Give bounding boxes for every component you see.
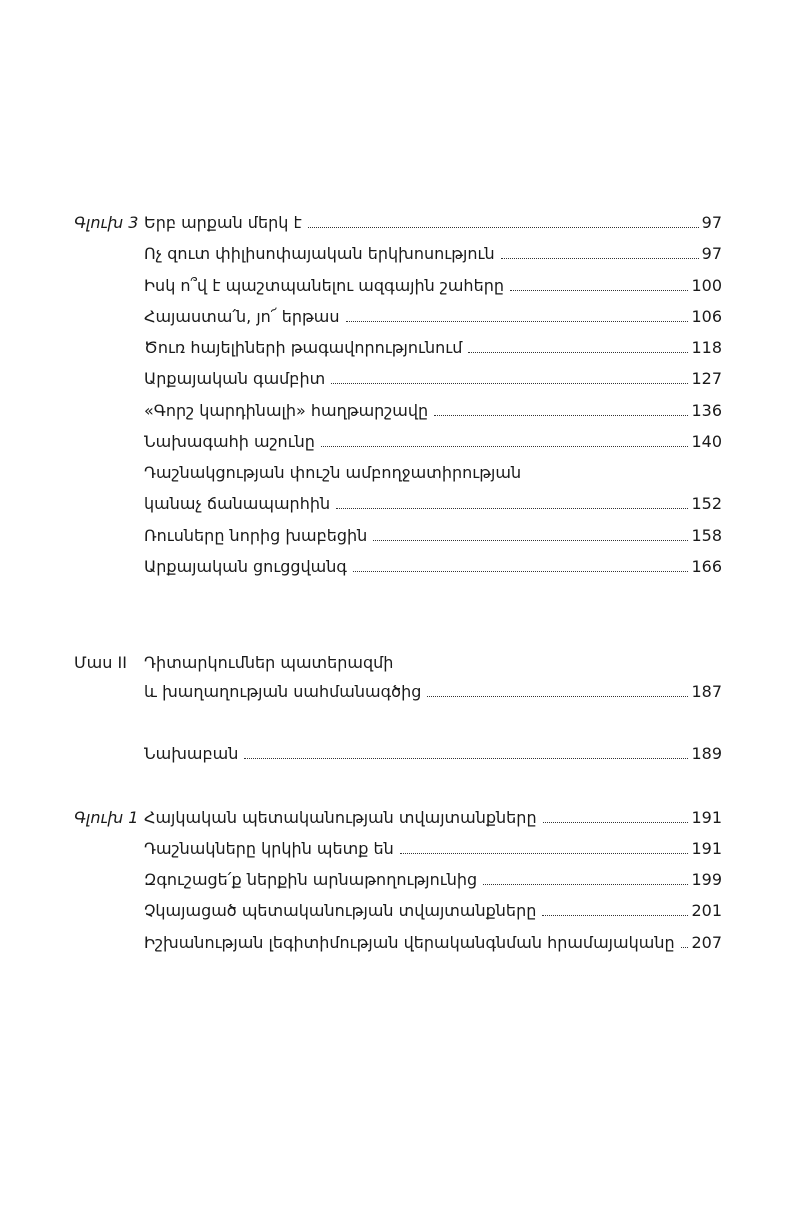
dot-leader (400, 852, 689, 854)
part-2-title-line-1[interactable] (144, 649, 722, 673)
page-number: 189 (691, 744, 722, 763)
entry-label: Ռուսները նորից խաբեցին (144, 526, 368, 545)
dot-leader (244, 757, 688, 759)
dot-leader (681, 946, 689, 948)
entry-label: Նախագահի աշունը (144, 432, 315, 451)
page-number: 187 (691, 682, 722, 701)
chapter-1-title: Հայկական պետականության տվայտանքները (144, 808, 537, 827)
toc-entry[interactable] (144, 334, 722, 358)
toc-entry[interactable] (144, 553, 722, 577)
toc-entry[interactable] (144, 365, 722, 389)
dot-leader (542, 914, 688, 916)
dot-leader (346, 320, 689, 322)
dot-leader (336, 507, 688, 509)
entry-label: Դաշնակցության փուշն ամբողջատիրության (144, 463, 522, 482)
page-number: 136 (691, 401, 722, 420)
part-2-title: Դիտարկումներ պատերազմի (144, 653, 394, 672)
page-number: 199 (691, 870, 722, 889)
toc-entry[interactable] (144, 209, 722, 233)
toc-entry-line-1[interactable] (144, 459, 722, 483)
page-number: 140 (691, 432, 722, 451)
page-number: 191 (691, 808, 722, 827)
page-number: 118 (691, 338, 722, 357)
page-number: 97 (701, 213, 722, 232)
dot-leader (331, 382, 688, 384)
dot-leader (427, 695, 688, 697)
entry-label: Հայաստա՛ն, յո՜ երթաս (144, 307, 340, 326)
dot-leader (321, 445, 689, 447)
page-number: 166 (691, 557, 722, 576)
toc-entry[interactable] (144, 428, 722, 452)
dot-leader (543, 821, 689, 823)
dot-leader (308, 226, 699, 228)
entry-label: Զգուշացե՛ք ներքին արնաթողությունից (144, 870, 478, 889)
toc-entry[interactable] (144, 740, 722, 764)
page-number: 207 (691, 933, 722, 952)
dot-leader (501, 257, 699, 259)
dot-leader (468, 351, 688, 353)
entry-label: Իսկ ո՞վ է պաշտպանելու ազգային շահերը (144, 276, 504, 295)
dot-leader (353, 570, 689, 572)
page-number: 201 (691, 901, 722, 920)
toc-entry[interactable] (144, 240, 722, 264)
entry-label: Ոչ զուտ փիլիսոփայական երկխոսություն (144, 244, 495, 263)
toc-entry[interactable] (144, 678, 722, 702)
dot-leader (373, 539, 688, 541)
entry-label: Իշխանության լեգիտիմության վերականգնման հրամայականը (144, 933, 675, 952)
entry-label: Չկայացած պետականության տվայտանքները (144, 901, 537, 920)
toc-entry[interactable] (144, 897, 722, 921)
entry-label: Դաշնակները կրկին պետք են (144, 839, 394, 858)
page-number: 152 (691, 494, 722, 513)
toc-entry[interactable] (144, 397, 722, 421)
page-number: 191 (691, 839, 722, 858)
toc-entry[interactable] (144, 804, 722, 828)
dot-leader (434, 414, 688, 416)
toc-entry[interactable] (144, 303, 722, 327)
chapter-3-title: Երբ արքան մերկ է (144, 213, 302, 232)
toc-entry[interactable] (144, 929, 722, 953)
page-number: 127 (691, 369, 722, 388)
toc-entry[interactable] (144, 866, 722, 890)
dot-leader (510, 289, 688, 291)
entry-label: Ծուռ հայելիների թագավորությունում (144, 338, 463, 357)
foreword-label: Նախաբան (144, 744, 239, 763)
page-number: 97 (701, 244, 722, 263)
toc-entry[interactable] (144, 835, 722, 859)
page-number: 100 (691, 276, 722, 295)
entry-label: Արքայական գամբիտ (144, 369, 326, 388)
toc-entry[interactable] (144, 522, 722, 546)
entry-label: «Գորշ կարդինալի» հաղթարշավը (144, 401, 429, 420)
entry-label: Արքայական ցուցցվանգ (144, 557, 347, 576)
toc-entry[interactable] (144, 490, 722, 514)
chapter-3-prefix: Գլուխ 3 (74, 213, 139, 232)
part-2-title-cont: և խաղաղության սահմանագծից (144, 682, 422, 701)
page-number: 158 (691, 526, 722, 545)
toc-entry[interactable] (144, 272, 722, 296)
part-2-prefix: Մաս II (74, 653, 127, 672)
chapter-1-prefix: Գլուխ 1 (74, 808, 139, 827)
dot-leader (483, 883, 688, 885)
page-number: 106 (691, 307, 722, 326)
entry-label: կանաչ ճանապարհին (144, 494, 331, 513)
